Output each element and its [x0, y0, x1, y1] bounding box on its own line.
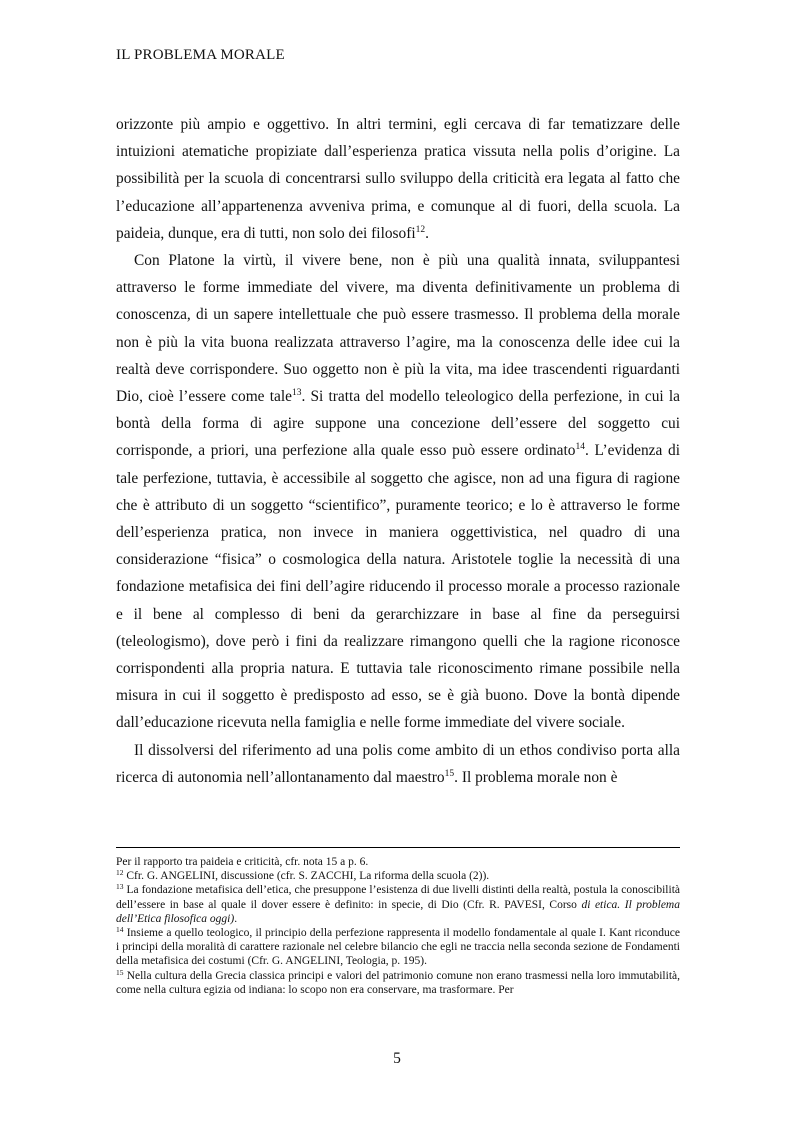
footnote — [116, 926, 680, 969]
footnotes — [116, 855, 680, 997]
footnote-ref: 14 — [116, 925, 124, 935]
footnote-ref: 12 — [415, 224, 426, 235]
footnote-ref: 13 — [116, 882, 124, 892]
text-run: Con Platone la virtù, il vivere bene, non è più una qualità innata, sviluppantesi attraverso le forme immediate del vivere, ma diventa definitivamente un problema di conoscenza, di un sapere intellettuale che può essere trasmesso. Il problema della morale non è più la vita buona realizzata attraverso l’agire, ma la conoscenza delle idee cui la realtà deve corrispondere. Suo oggetto non è più la vita, ma idee trascendenti riguardanti Dio, cioè l’essere come tale — [116, 252, 680, 406]
running-header: IL PROBLEMA MORALE — [116, 47, 285, 63]
text-run: La fondazione metafisica dell’etica, che presuppone l’esistenza di due livelli distinti della realtà, postula la conoscibilità dell’essere in base al quale il dover essere è definito: in specie, di Dio (Cfr. R. PAVESI, Corso — [116, 884, 680, 911]
text-run: . — [425, 224, 429, 242]
text-run: orizzonte più ampio e oggettivo. In altri termini, egli cercava di far tematizzare delle intuizioni atematiche propiziate dall’esperienza pratica vissuta nella polis d’origine. La possibilità per la scuola di concentrarsi sullo sviluppo della criticità era legata al fatto che l’educazione all’appartenenza avveniva prima, e comunque al di fuori, della scuola. La paideia, dunque, era di tutti, non solo dei filosofi — [116, 116, 680, 242]
text-run: Per il rapporto tra paideia e criticità, cfr. nota 15 a p. 6. — [116, 856, 369, 868]
paragraph — [116, 247, 680, 737]
text-run: Il dissolversi del riferimento ad una polis come ambito di un ethos condiviso porta alla ricerca di autonomia nell’allontanamento dal maestro — [116, 741, 680, 786]
text-run: . — [234, 912, 238, 925]
page-number: 5 — [393, 1050, 401, 1067]
footnote-ref: 13 — [291, 388, 302, 399]
footnote — [116, 869, 680, 883]
footnote-ref: 12 — [116, 868, 124, 878]
main-text — [116, 111, 680, 791]
footnote — [116, 969, 680, 997]
footnote — [116, 855, 680, 869]
italic-text: di etica. Il problema dell’Etica filosofica oggi) — [116, 898, 680, 925]
text-run: . Il problema morale non è — [454, 768, 618, 786]
text-run: Nella cultura della Grecia classica principi e valori del patrimonio comune non erano trasmessi nella loro immutabilità, come nella cultura egizia od indiana: lo scopo non era conservare, ma trasformare. Per — [116, 969, 680, 996]
paragraph — [116, 111, 680, 247]
footnote-ref: 15 — [444, 768, 455, 779]
text-run: Cfr. G. ANGELINI, discussione (cfr. S. ZACCHI, La riforma della scuola (2)). — [123, 870, 490, 883]
paragraph — [116, 737, 680, 791]
footnote-ref: 14 — [575, 442, 585, 453]
text-run: . Si tratta del modello teleologico della perfezione, in cui la bontà della forma di agire suppone una concezione dell’essere del soggetto cui corrisponde, a priori, una perfezione alla quale esso può essere ordinato — [116, 388, 680, 460]
text-run: . L’evidenza di tale perfezione, tuttavia, è accessibile al soggetto che agisce, non ad una figura di ragione che è attributo di un soggetto “scientifico”, puramente teorico; e lo è attraverso le forme dell’esperienza pratica, non invece in maniera oggettivistica, nel quadro di una considerazione “fisica” o cosmologica della natura. Aristotele toglie la necessità di una fondazione metafisica dei fini dell’agire riducendo il processo morale a processo razionale e il bene al complesso di beni da gerarchizzare in base al fine da perseguirsi (teleologismo), dove però i fini da realizzare rimangono quelli che la ragione riconosce corrispondenti alla propria natura. E tuttavia tale riconoscimento rimane possibile nella misura in cui il soggetto è predisposto ad esso, se è già buono. Dove la bontà dipende dall’educazione ricevuta nella famiglia e nelle forme immediate del vivere sociale. — [116, 442, 680, 732]
text-run: Insieme a quello teologico, il principio della perfezione rappresenta il modello fondamentale al quale I. Kant riconduce i principi della moralità di carattere razionale nel celebre bilancio che egli ne traccia nella seconda sezione de Fondamenti della metafisica dei costumi (Cfr. G. ANGELINI, Teologia, p. 195). — [116, 927, 680, 968]
footnote-separator — [116, 847, 680, 848]
footnote-ref: 15 — [116, 967, 124, 977]
footnote — [116, 883, 680, 926]
